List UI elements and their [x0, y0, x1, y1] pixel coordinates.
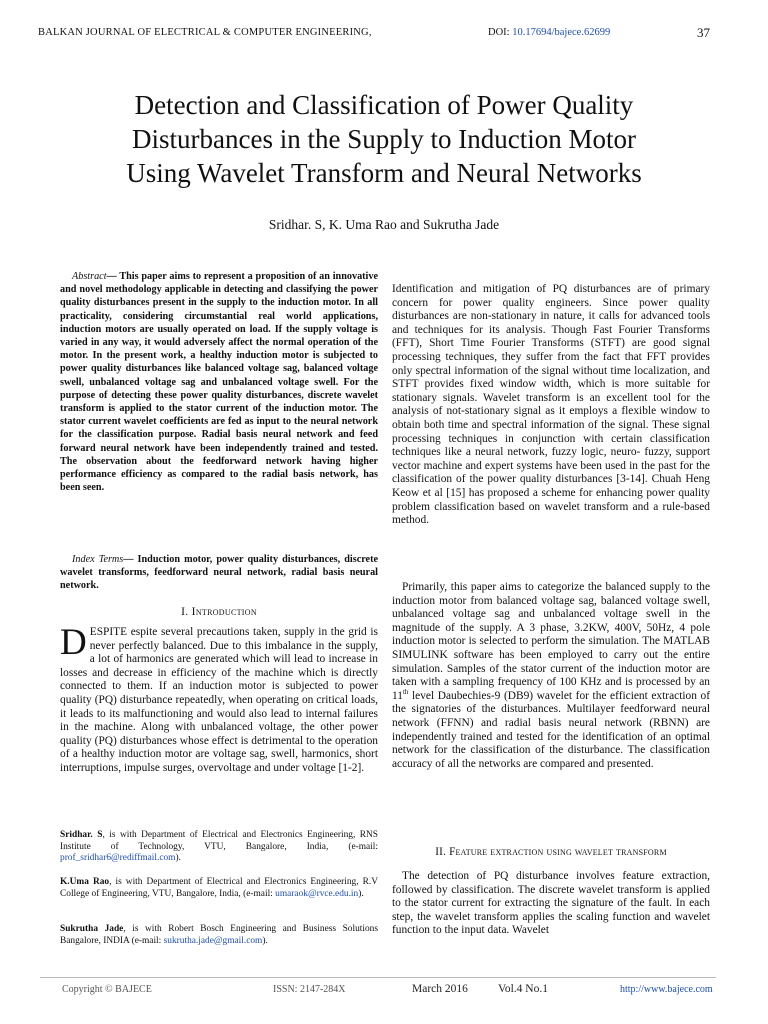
doi-link[interactable]: 10.17694/bajece.62699: [512, 27, 611, 38]
page-number: 37: [697, 25, 710, 40]
introduction-text: espite several precautions taken, supply in the grid is never perfectly balanced. Due to this imbalance in the supply, a lot of harmonics are generated which will lead to increase in losses and decrease in efficiency of the machine which is directly connected to them. If an induction motor is subjected to power quality (PQ) disturbance repeatedly, when operating on critical loads, it leads to its malfunctioning and would also lead to internal failures in the machine. Along with unbalanced voltage, the other power quality (PQ) disturbances whose effect is detrimental to the operation of a healthy induction motor are voltage sag, swell, harmonics, short interruptions, impulse surges, overvoltage and under voltage [1-2].: [60, 626, 378, 774]
section-title: Introduction: [191, 605, 257, 618]
first-word: ESPITE: [89, 626, 128, 638]
journal-name: BALKAN JOURNAL OF ELECTRICAL & COMPUTER ENGINEERING,: [38, 27, 372, 38]
drop-cap: D: [60, 622, 87, 663]
email-link[interactable]: sukrutha.jade@gmail.com: [163, 935, 263, 946]
index-terms-lead: Index Terms: [72, 554, 124, 565]
title-line-1: Detection and Classification of Power Quality: [134, 90, 634, 120]
paper-title: [40, 88, 728, 190]
volume-number: Vol.4 No.1: [498, 983, 548, 995]
footnote-author-name: Sridhar. S: [60, 830, 103, 840]
footnote-end: ).: [358, 888, 364, 899]
superscript: th: [402, 687, 409, 696]
copyright: Copyright © BAJECE: [62, 984, 152, 995]
abstract-lead: Abstract: [72, 271, 107, 282]
email-link[interactable]: umaraok@rvce.edu.in: [275, 888, 359, 899]
paragraph-text: Primarily, this paper aims to categorize the balanced supply to the induction motor from balanced voltage sag, balanced voltage swell, unbalanced voltage sag and unbalanced voltage swell in the magnitude of the supply. A 3 phase, 3.2KW, 400V, 50Hz, 4 pole induction motor is selected to perform the simulation. The MATLAB SIMULINK software has been employed to carry out the entire simulation. Samples of the stator current of the induction motor are taken with a sampling frequency of 100 KHz and is processed by an 11: [392, 581, 710, 702]
running-header: [38, 27, 710, 43]
issn: ISSN: 2147-284X: [273, 984, 346, 995]
title-line-2: Disturbances in the Supply to Induction Motor: [132, 124, 636, 154]
author-list: Sridhar. S, K. Uma Rao and Sukrutha Jade: [268, 217, 500, 232]
section-heading-feature-extraction: [392, 846, 710, 860]
footnote-end: ).: [175, 853, 181, 864]
footnote-text: , is with Department of Electrical and Electronics Engineering, R.V College of Engineering, VTU, Bangalore, India, (e-mail:: [60, 877, 378, 899]
footnote-text: , is with Robert Bosch Engineering and Business Solutions Bangalore, INDIA (e-mail:: [60, 924, 378, 946]
email-link[interactable]: prof_sridhar6@rediffmail.com: [60, 853, 176, 864]
footnote-author-3: [60, 924, 378, 947]
body-paragraph-1: Identification and mitigation of PQ disturbances are of primary concern for power quality engineers. Since power quality disturbances are non-stationary in nature, it calls for advanced tools and techniques for its analysis. Though Fast Fourier Transforms (FFT), Short Time Fourier Transforms (STFT) are good signal processing techniques, they suffer from the fact that FFT provides only spectral information of the signal without time localization, and STFT provides fixed window width, which is more suitable for stationary signals. Wavelet transform is an excellent tool for the analysis of not-stationary signal as it employs a flexible window to obtain both time and spectral information of the signal. These signal processing techniques in conjunction with certain classification techniques like a neural network, fuzzy logic, neuro- fuzzy, support vector machine and expert systems have been used in the past for the classification of the power quality disturbances [3-14]. Chuah Heng Keow et al [15] has proposed a scheme for enhancing power quality problem classification based on wavelet transform and a rule-based method.: [392, 283, 710, 527]
title-line-3: Using Wavelet Transform and Neural Networks: [126, 158, 642, 188]
body-paragraph-3: The detection of PQ disturbance involves feature extraction, followed by classification. The discrete wavelet transform is applied to the stator current for extracting the signature of the fault. In each step, the wavelet transform applies the scaling function and wavelet function to the input data. Wavelet: [392, 870, 710, 937]
issue-date: March 2016: [412, 983, 468, 995]
index-terms: [60, 553, 378, 593]
page-footer: [40, 984, 716, 998]
footnote-author-name: Sukrutha Jade: [60, 924, 124, 934]
doi: [488, 27, 610, 38]
section-number: II.: [435, 846, 447, 858]
abstract: [60, 270, 378, 494]
introduction-paragraph: [60, 622, 378, 776]
doi-label: DOI:: [488, 27, 513, 38]
paragraph-text-cont: level Daubechies-9 (DB9) wavelet for the efficient extraction of the signatories of the disturbances. Multilayer feedforward neural network (FFNN) and radial basis neural network (RBNN) are independently trained and tested for the identification of an optimal network for the classification of the disturbance. The classification accuracy of all the networks are compared and presented.: [392, 689, 710, 770]
footnote-text: , is with Department of Electrical and Electronics Engineering, RNS Institute of Technology, VTU, Bangalore, India, (e-mail:: [60, 830, 379, 852]
footnote-author-name: K.Uma Rao: [60, 877, 110, 887]
abstract-text: — This paper aims to represent a proposition of an innovative and novel methodology applicable in detecting and classifying the power quality disturbances present in the supply to the induction motor. In all practicality, considering circumstantial real world applications, induction motors are usually operated on load. If the supply voltage is varied in any way, it would adversely affect the normal operation of the motor. In the present work, a healthy induction motor is subjected to power quality disturbances like balanced voltage sag, balanced voltage swell, unbalanced voltage sag and unbalanced voltage swell. For the purpose of detecting these power quality disturbances, discrete wavelet transform is applied to the stator current of the induction motor. The stator current wavelet coefficients are fed as input to the neural network for the classification purpose. Radial basis neural network and feed forward neural network have been independently trained and tested. The observation about the feedforward network having higher performance efficiency as compared to the radial basis network, has been seen.: [60, 271, 378, 494]
footnote-author-1: [60, 830, 378, 865]
footnote-author-2: [60, 877, 378, 900]
section-title: Feature extraction using wavelet transform: [449, 846, 667, 858]
journal-url[interactable]: http://www.bajece.com: [620, 984, 713, 995]
footnote-end: ).: [262, 935, 268, 946]
footer-divider: [40, 977, 716, 978]
body-paragraph-2: [392, 581, 710, 771]
section-heading-introduction: [60, 605, 378, 619]
section-number: I.: [181, 605, 189, 618]
index-terms-text: — Induction motor, power quality disturbances, discrete wavelet transforms, feedforward neural network, radial basis neural network.: [60, 554, 378, 592]
